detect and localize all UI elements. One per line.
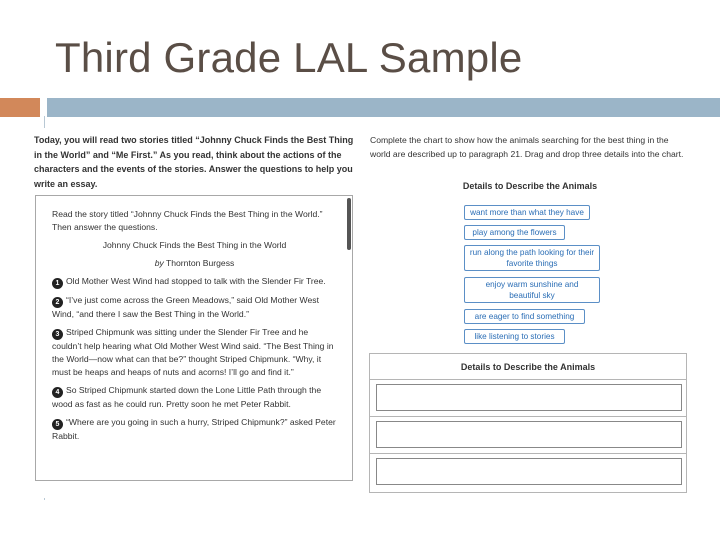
chart-row — [370, 454, 686, 491]
paragraph-text: Old Mother West Wind had stopped to talk with the Slender Fir Tree. — [66, 276, 326, 286]
drag-choice[interactable]: are eager to find something — [464, 309, 585, 324]
paragraph-number-badge: 4 — [52, 387, 63, 398]
paragraph-text: Striped Chipmunk was sitting under the Slender Fir Tree and he couldn’t help hearing what Old Mother West Wind said. “The Best Thing in the World—now what can that be?” thought Striped Chipmunk. “Why, it must be heaps and heaps of nuts and acorns! I’ll go and find it.” — [52, 327, 334, 377]
drag-choice[interactable]: like listening to stories — [464, 329, 565, 344]
accent-bar-blue — [47, 98, 720, 117]
reading-passage-panel[interactable] — [35, 195, 353, 481]
paragraph-number-badge: 2 — [52, 297, 63, 308]
paragraph-number-badge: 3 — [52, 329, 63, 340]
paragraph-text: “I’ve just come across the Green Meadows,” said Old Mother West Wind, “and there I saw the Best Thing in the World.” — [52, 295, 319, 319]
paragraph — [52, 275, 337, 289]
task-instructions: Complete the chart to show how the animals searching for the best thing in the world are described up to paragraph 21. Drag and drop three details into the chart. — [370, 135, 684, 159]
drag-choice[interactable]: enjoy warm sunshine and beautiful sky — [464, 277, 600, 303]
paragraph-text: “Where are you going in such a hurry, Striped Chipmunk?” asked Peter Rabbit. — [52, 417, 336, 441]
paragraph — [52, 294, 337, 321]
drop-slot[interactable] — [376, 421, 682, 448]
answer-chart — [369, 353, 687, 493]
slide-title: Third Grade LAL Sample — [55, 34, 523, 81]
paragraph-text: So Striped Chipmunk started down the Lone Little Path through the wood as fast as he could run. Pretty soon he met Peter Rabbit. — [52, 385, 322, 409]
story-author: Thornton Burgess — [166, 258, 235, 268]
accent-bar-orange — [0, 98, 40, 117]
drag-choice[interactable]: play among the flowers — [464, 225, 565, 240]
story-byline — [52, 257, 337, 270]
reading-prompt: Read the story titled “Johnny Chuck Finds the Best Thing in the World.” Then answer the questions. — [52, 209, 323, 232]
drag-choice[interactable]: want more than what they have — [464, 205, 590, 220]
chart-header: Details to Describe the Animals — [370, 354, 686, 380]
drop-slot[interactable] — [376, 458, 682, 485]
paragraph — [52, 326, 337, 379]
paragraph-number-badge: 1 — [52, 278, 63, 289]
chart-row — [370, 380, 686, 417]
chart-row — [370, 417, 686, 454]
drag-choice[interactable]: run along the path looking for their favorite things — [464, 245, 600, 271]
paragraph-number-badge: 5 — [52, 419, 63, 430]
paragraph — [52, 416, 337, 443]
scrollbar-thumb[interactable] — [347, 198, 351, 250]
drop-slot[interactable] — [376, 384, 682, 411]
story-title: Johnny Chuck Finds the Best Thing in the World — [102, 240, 287, 250]
byline-prefix: by — [154, 258, 164, 268]
reading-intro: Today, you will read two stories titled “Johnny Chuck Finds the Best Thing in the World” and “Me First.” As you read, think about the actions of the characters and the events of the stories. Answer the questions to help you write an essay. — [34, 135, 354, 189]
test-screenshot — [30, 128, 700, 498]
paragraph — [52, 384, 337, 411]
choices-title: Details to Describe the Animals — [462, 181, 598, 191]
